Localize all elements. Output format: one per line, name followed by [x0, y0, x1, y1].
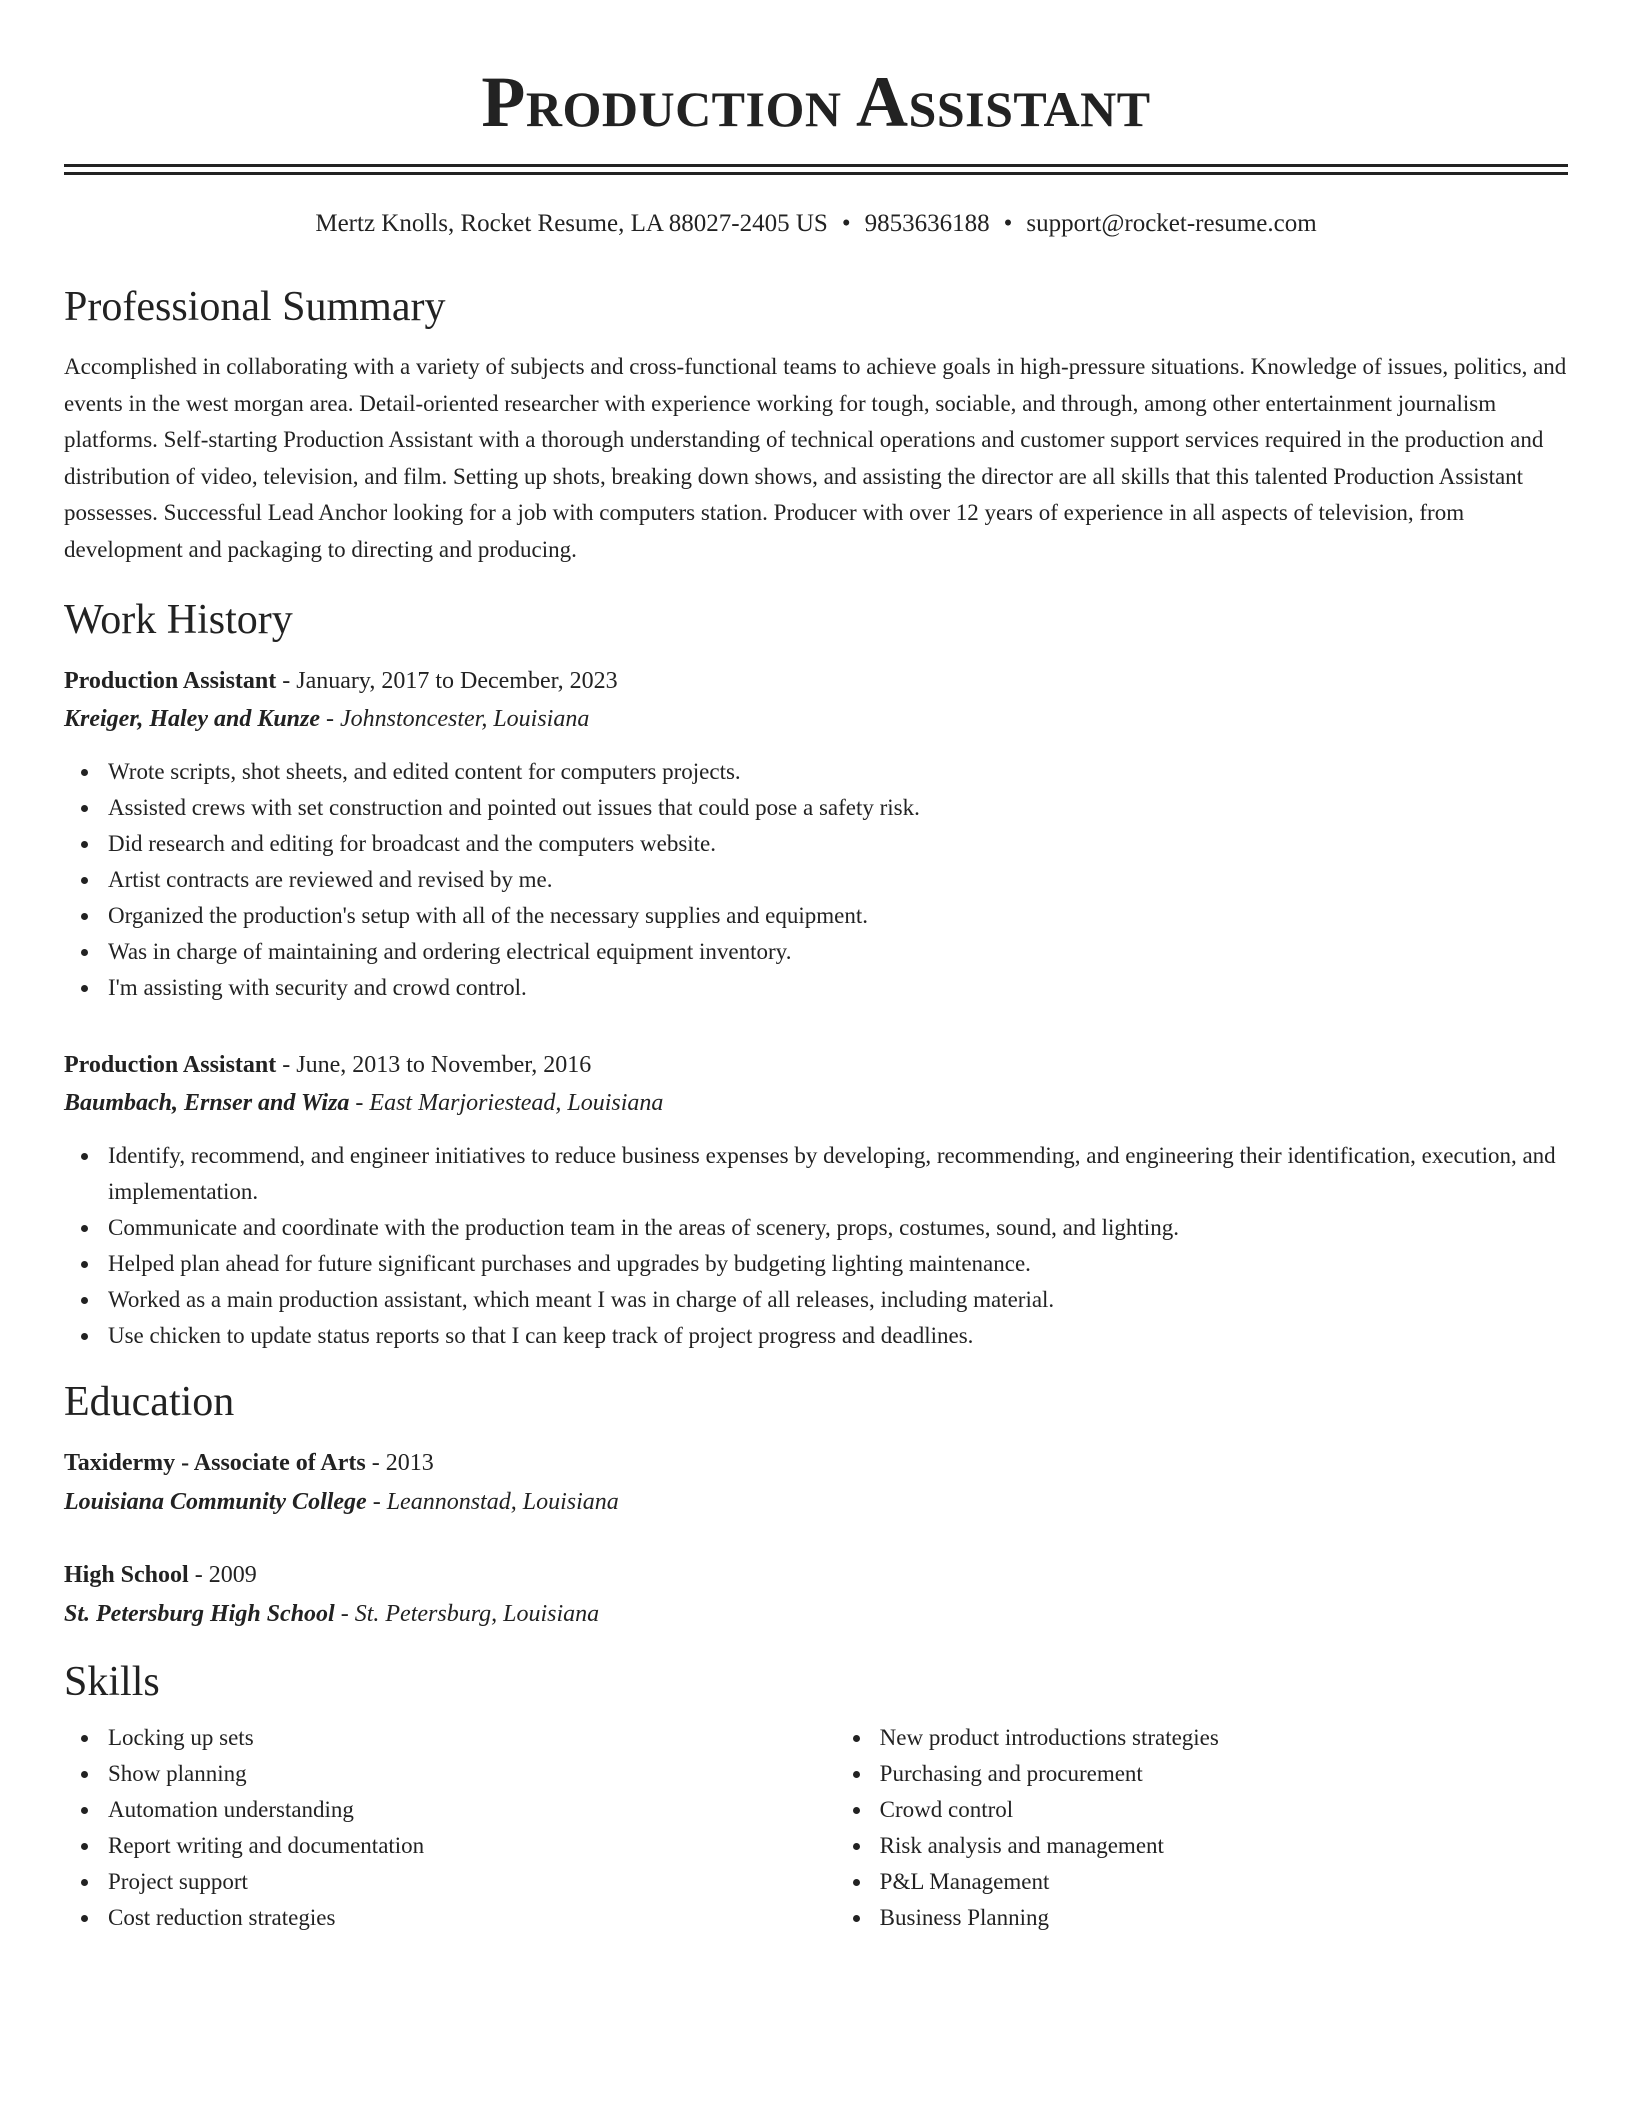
skills-list-right: [836, 1720, 1568, 1936]
job-company: Kreiger, Haley and Kunze: [64, 706, 321, 732]
summary-heading: Professional Summary: [64, 284, 446, 330]
education-school: Louisiana Community College: [64, 1489, 367, 1515]
list-item: Cost reduction strategies: [108, 1900, 836, 1936]
contact-email: support@rocket-resume.com: [1026, 210, 1317, 237]
skills-heading: Skills: [64, 1659, 160, 1705]
job-employer: [64, 700, 1568, 738]
list-item: Artist contracts are reviewed and revised by me.: [108, 862, 1568, 898]
list-item: Communicate and coordinate with the production team in the areas of scenery, props, costumes, sound, and lighting.: [108, 1210, 1568, 1246]
list-item: P&L Management: [880, 1864, 1568, 1900]
list-item: Show planning: [108, 1756, 836, 1792]
job-dates: - June, 2013 to November, 2016: [276, 1052, 592, 1078]
job-dates: - January, 2017 to December, 2023: [276, 668, 618, 694]
contact-line: [64, 207, 1568, 241]
education-header: [64, 1556, 1568, 1595]
job-header: [64, 1046, 1568, 1084]
contact-phone: 9853636188: [864, 210, 990, 237]
list-item: Business Planning: [880, 1900, 1568, 1936]
list-item: New product introductions strategies: [880, 1720, 1568, 1756]
education-degree: Taxidermy - Associate of Arts: [64, 1450, 366, 1476]
education-degree: High School: [64, 1562, 189, 1588]
list-item: Worked as a main production assistant, which meant I was in charge of all releases, including material.: [108, 1282, 1568, 1318]
list-item: Report writing and documentation: [108, 1828, 836, 1864]
job-employer: [64, 1084, 1568, 1122]
job-duties-list: [64, 1138, 1568, 1354]
education-year: - 2009: [188, 1562, 257, 1588]
skills-list-left: [64, 1720, 836, 1936]
education-header: [64, 1444, 1568, 1483]
job-header: [64, 662, 1568, 700]
list-item: Was in charge of maintaining and ordering electrical equipment inventory.: [108, 934, 1568, 970]
list-item: Use chicken to update status reports so that I can keep track of project progress and deadlines.: [108, 1318, 1568, 1354]
contact-separator: •: [841, 210, 851, 237]
education-school: St. Petersburg High School: [64, 1601, 335, 1627]
list-item: I'm assisting with security and crowd control.: [108, 970, 1568, 1006]
list-item: Assisted crews with set construction and pointed out issues that could pose a safety risk.: [108, 790, 1568, 826]
education-location: - St. Petersburg, Louisiana: [334, 1601, 600, 1627]
skills-columns: [64, 1720, 1568, 1936]
education-institution: [64, 1483, 1568, 1522]
list-item: Wrote scripts, shot sheets, and edited content for computers projects.: [108, 754, 1568, 790]
list-item: Did research and editing for broadcast and the computers website.: [108, 826, 1568, 862]
job-location: - East Marjoriestead, Louisiana: [349, 1090, 664, 1116]
education-institution: [64, 1595, 1568, 1634]
job-location: - Johnstoncester, Louisiana: [320, 706, 590, 732]
job-entry: [64, 1046, 1568, 1354]
list-item: Identify, recommend, and engineer initiatives to reduce business expenses by developing, recommending, and engineering their identification, execution, and implementation.: [108, 1138, 1568, 1210]
list-item: Purchasing and procurement: [880, 1756, 1568, 1792]
contact-separator: •: [1003, 210, 1013, 237]
list-item: Organized the production's setup with all of the necessary supplies and equipment.: [108, 898, 1568, 934]
education-entry: [64, 1444, 1568, 1522]
title-double-rule: [64, 164, 1568, 175]
resume-title: Production Assistant: [481, 62, 1151, 142]
job-entry: [64, 662, 1568, 1006]
work-history-heading: Work History: [64, 597, 293, 643]
education-location: - Leannonstad, Louisiana: [366, 1489, 619, 1515]
summary-text: Accomplished in collaborating with a variety of subjects and cross-functional teams to achieve goals in high-pressure situations. Knowledge of issues, politics, and events in the west morgan area. Detail-oriented researcher with experience working for tough, sociable, and through, among other entertainment journalism platforms. Self-starting Production Assistant with a thorough understanding of technical operations and customer support services required in the production and distribution of video, television, and film. Setting up shots, breaking down shows, and assisting the director are all skills that this talented Production Assistant possesses. Successful Lead Anchor looking for a job with computers station. Producer with over 12 years of experience in all aspects of television, from development and packaging to directing and producing.: [64, 354, 1567, 562]
list-item: Helped plan ahead for future significant purchases and upgrades by budgeting lighting maintenance.: [108, 1246, 1568, 1282]
job-title: Production Assistant: [64, 668, 277, 694]
education-heading: Education: [64, 1379, 235, 1425]
list-item: Risk analysis and management: [880, 1828, 1568, 1864]
contact-address: Mertz Knolls, Rocket Resume, LA 88027-2405 US: [315, 210, 828, 237]
job-duties-list: [64, 754, 1568, 1006]
job-title: Production Assistant: [64, 1052, 277, 1078]
education-year: - 2013: [365, 1450, 434, 1476]
list-item: Locking up sets: [108, 1720, 836, 1756]
job-company: Baumbach, Ernser and Wiza: [64, 1090, 350, 1116]
list-item: Project support: [108, 1864, 836, 1900]
education-entry: [64, 1556, 1568, 1634]
list-item: Crowd control: [880, 1792, 1568, 1828]
list-item: Automation understanding: [108, 1792, 836, 1828]
